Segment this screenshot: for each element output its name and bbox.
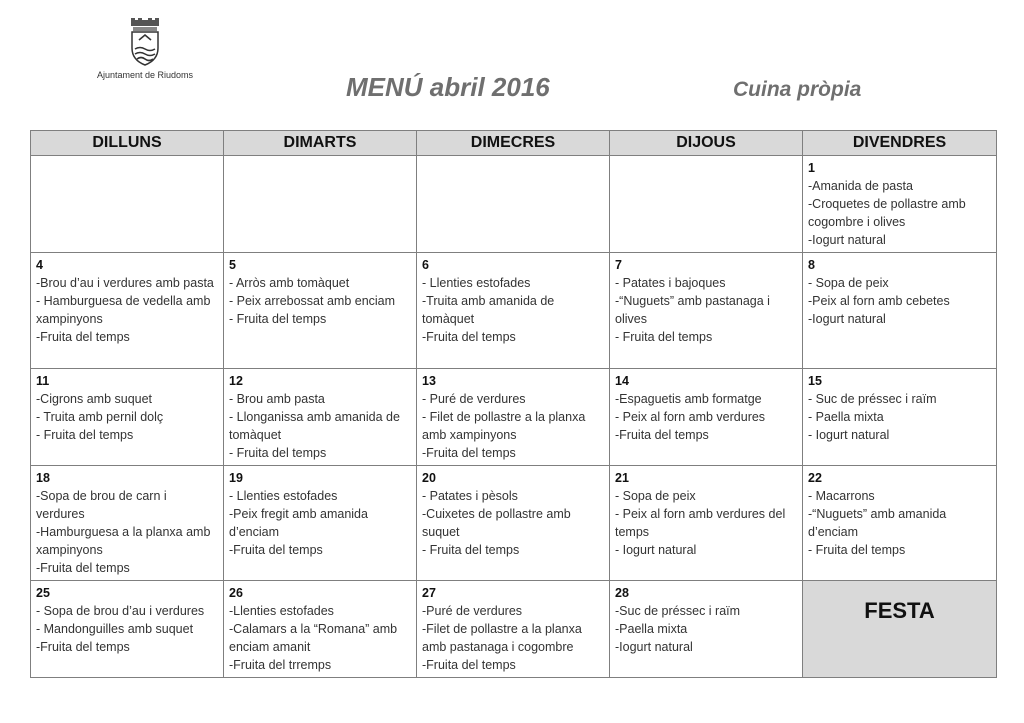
day-cell	[224, 156, 417, 253]
coat-of-arms-icon	[127, 18, 163, 66]
day-number: 25	[36, 586, 50, 600]
dish-item: -Cuixetes de pollastre amb suquet	[422, 507, 571, 539]
municipal-logo	[80, 18, 210, 80]
day-number: 15	[808, 374, 822, 388]
dish-item: - Patates i pèsols	[422, 489, 518, 503]
day-number: 18	[36, 471, 50, 485]
day-cell	[224, 581, 417, 678]
week-row	[31, 369, 997, 466]
day-cell	[224, 369, 417, 466]
week-row	[31, 466, 997, 581]
day-number: 4	[36, 258, 43, 272]
dish-item: -Fruita del temps	[615, 428, 709, 442]
dish-item: -Fruita del temps	[229, 543, 323, 557]
dish-item: -Fruita del temps	[422, 446, 516, 460]
day-number: 20	[422, 471, 436, 485]
day-number: 26	[229, 586, 243, 600]
dish-item: - Brou amb pasta	[229, 392, 325, 406]
day-cell	[31, 253, 224, 369]
day-cell	[803, 156, 997, 253]
dish-item: - Fruita del temps	[36, 428, 134, 442]
holiday-label: FESTA	[864, 598, 935, 623]
dish-item: - Fruita del temps	[229, 312, 327, 326]
dish-item: -Cigrons amb suquet	[36, 392, 153, 406]
dish-item: -Hamburguesa a la planxa amb xampinyons	[36, 525, 211, 557]
dish-item: -Brou d’au i verdures amb pasta	[36, 276, 214, 290]
week-row	[31, 156, 997, 253]
dish-item: - Fruita del temps	[615, 330, 713, 344]
day-cell	[224, 253, 417, 369]
dish-item: - Llenties estofades	[229, 489, 338, 503]
dish-item: -“Nuguets” amb amanida d’enciam	[808, 507, 947, 539]
day-number: 7	[615, 258, 622, 272]
dish-item: - Fruita del temps	[422, 543, 520, 557]
dish-item: -Fruita del temps	[36, 330, 130, 344]
dish-item: -Paella mixta	[615, 622, 688, 636]
dish-item: - Peix al forn amb verdures	[615, 410, 766, 424]
day-cell	[610, 466, 803, 581]
day-cell	[610, 253, 803, 369]
dish-item: - Puré de verdures	[422, 392, 526, 406]
dish-item: - Peix al forn amb verdures del temps	[615, 507, 786, 539]
dish-item: -Amanida de pasta	[808, 179, 913, 193]
dish-item: - Truita amb pernil dolç	[36, 410, 164, 424]
day-cell	[610, 156, 803, 253]
dish-item: -Filet de pollastre a la planxa amb pastanaga i cogombre	[422, 622, 582, 654]
day-number: 6	[422, 258, 429, 272]
day-number: 8	[808, 258, 815, 272]
dish-item: - Mandonguilles amb suquet	[36, 622, 194, 636]
dish-item: -Croquetes de pollastre amb cogombre i olives	[808, 197, 966, 229]
day-cell	[224, 466, 417, 581]
dish-item: -Fruita del temps	[36, 561, 130, 575]
dish-item: - Paella mixta	[808, 410, 884, 424]
day-number: 1	[808, 161, 815, 175]
day-number: 28	[615, 586, 629, 600]
day-number: 21	[615, 471, 629, 485]
dish-item: - Iogurt natural	[615, 543, 697, 557]
dish-item: - Fruita del temps	[808, 543, 906, 557]
weekday-header: DIMARTS	[224, 131, 417, 156]
dish-item: - Iogurt natural	[808, 428, 890, 442]
dish-item: -Llenties estofades	[229, 604, 334, 618]
day-cell	[31, 466, 224, 581]
dish-item: - Sopa de brou d’au i verdures	[36, 604, 205, 618]
dish-item: - Sopa de peix	[808, 276, 889, 290]
menu-title: MENÚ abril 2016	[346, 72, 550, 102]
dish-item: -Puré de verdures	[422, 604, 523, 618]
dish-item: -Fruita del trremps	[229, 658, 332, 672]
weekday-header-row	[31, 131, 997, 156]
dish-item: - Hamburguesa de vedella amb xampinyons	[36, 294, 211, 326]
day-cell	[31, 369, 224, 466]
logo-caption: Ajuntament de Riudoms	[96, 70, 194, 80]
day-cell	[610, 581, 803, 678]
day-cell	[417, 253, 610, 369]
day-number: 19	[229, 471, 243, 485]
day-number: 13	[422, 374, 436, 388]
dish-item: - Macarrons	[808, 489, 875, 503]
dish-item: - Fruita del temps	[229, 446, 327, 460]
day-number: 27	[422, 586, 436, 600]
dish-item: - Patates i bajoques	[615, 276, 726, 290]
dish-item: -Fruita del temps	[422, 330, 516, 344]
day-cell	[803, 369, 997, 466]
dish-item: - Peix arrebossat amb enciam	[229, 294, 396, 308]
dish-item: -Iogurt natural	[808, 312, 886, 326]
dish-item: -Iogurt natural	[615, 640, 693, 654]
day-cell	[417, 466, 610, 581]
day-cell	[417, 581, 610, 678]
dish-item: -Sopa de brou de carn i verdures	[36, 489, 167, 521]
dish-item: - Suc de préssec i raïm	[808, 392, 937, 406]
dish-item: -Peix fregit amb amanida d’enciam	[229, 507, 368, 539]
day-number: 12	[229, 374, 243, 388]
weekday-header: DIJOUS	[610, 131, 803, 156]
weekday-header: DILLUNS	[31, 131, 224, 156]
dish-item: -Espaguetis amb formatge	[615, 392, 762, 406]
dish-item: -“Nuguets” amb pastanaga i olives	[615, 294, 770, 326]
day-number: 11	[36, 374, 50, 388]
page-header	[0, 0, 1024, 130]
day-cell	[31, 156, 224, 253]
dish-item: - Llonganissa amb amanida de tomàquet	[229, 410, 400, 442]
day-number: 5	[229, 258, 236, 272]
dish-item: - Sopa de peix	[615, 489, 696, 503]
day-number: 22	[808, 471, 822, 485]
menu-subtitle: Cuina pròpia	[733, 78, 862, 101]
dish-item: -Peix al forn amb cebetes	[808, 294, 950, 308]
menu-body	[31, 156, 997, 678]
day-cell	[31, 581, 224, 678]
weekday-header: DIVENDRES	[803, 131, 997, 156]
dish-item: -Truita amb amanida de tomàquet	[422, 294, 555, 326]
day-number: 14	[615, 374, 629, 388]
dish-item: -Calamars a la “Romana” amb enciam amanit	[229, 622, 398, 654]
dish-item: - Arròs amb tomàquet	[229, 276, 350, 290]
dish-item: - Filet de pollastre a la planxa amb xampinyons	[422, 410, 586, 442]
day-cell	[803, 466, 997, 581]
dish-item: -Fruita del temps	[422, 658, 516, 672]
day-cell	[610, 369, 803, 466]
day-cell	[803, 253, 997, 369]
dish-item: -Fruita del temps	[36, 640, 130, 654]
day-cell	[803, 581, 997, 678]
menu-table	[30, 130, 997, 678]
weekday-header: DIMECRES	[417, 131, 610, 156]
week-row	[31, 253, 997, 369]
day-cell	[417, 156, 610, 253]
day-cell	[417, 369, 610, 466]
week-row	[31, 581, 997, 678]
dish-item: - Llenties estofades	[422, 276, 531, 290]
dish-item: -Suc de préssec i raïm	[615, 604, 741, 618]
dish-item: -Iogurt natural	[808, 233, 886, 247]
